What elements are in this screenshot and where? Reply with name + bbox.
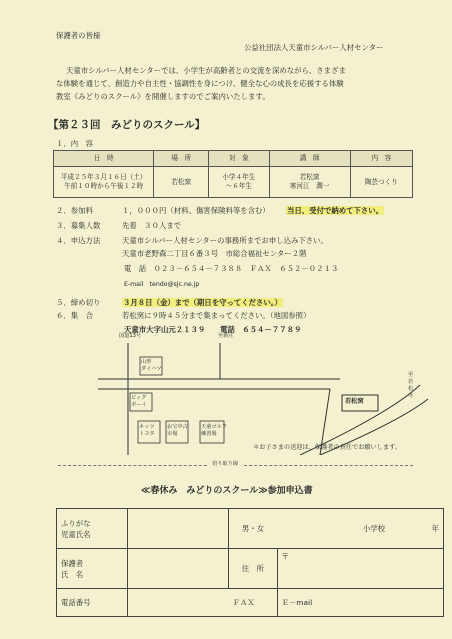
- map-side-label: 至若松寺: [408, 372, 414, 399]
- form-row-guardian: [57, 549, 444, 589]
- event-teacher-1: 若松窯: [299, 173, 320, 181]
- address-field[interactable]: 〒: [277, 549, 444, 589]
- schedule-header-row: [54, 151, 413, 167]
- event-title: 【第２３回 みどりのスクール】: [48, 119, 206, 131]
- intro-line-2: な体験を通じて、創造力や自主性・協調性を身につけ、健全な心の成長を応援する体験: [56, 79, 344, 88]
- fee-value: １，０００円（材料、傷害保険料等を含む）: [122, 206, 270, 215]
- schedule-table: [53, 150, 413, 198]
- meeting-label: ６．集 合: [56, 311, 93, 320]
- fee-note-text: 当日、受付で納めて下さい。: [287, 206, 384, 215]
- event-date: 平成２５年３月１６日（土）: [60, 173, 147, 181]
- application-form: [56, 508, 444, 617]
- event-target-1: 小学４年生: [222, 173, 256, 181]
- pickup-note: ＊お子さまの送迎は、保護者の責任でお願いします。: [253, 444, 402, 451]
- section-1-label: １．内 容: [56, 139, 93, 148]
- apply-phone: 電 話 ０２３－６５４－７３８８ ＦＡＸ ６５２－０２１３: [124, 264, 339, 273]
- school-field[interactable]: 小学校: [277, 509, 395, 549]
- fee-label: ２．参加料: [56, 206, 93, 215]
- form-row-child: [57, 509, 444, 549]
- child-name-label: ふりがな 児童氏名: [57, 509, 128, 549]
- child-name-field[interactable]: [128, 509, 229, 549]
- grade-field[interactable]: 年: [395, 509, 444, 549]
- event-target-2: ～６年生: [225, 182, 252, 190]
- form-row-contact: [57, 589, 444, 617]
- col-place: 場 所: [154, 151, 209, 167]
- gender-field[interactable]: 男・女: [229, 509, 278, 549]
- meeting-address: 天童市大字山元２１３９ 電話 ６５４－７７８９: [124, 325, 302, 334]
- organization: 公益社団法人天童市シルバー人材センター: [244, 43, 384, 52]
- fax-field[interactable]: ＦＡＸ: [229, 589, 278, 617]
- col-datetime: 日 時: [54, 151, 154, 167]
- capacity-value: 先着 ３０人まで: [122, 221, 182, 230]
- deadline-value: [122, 298, 283, 308]
- apply-email: E-mail tendo@sjc.ne.jp: [124, 281, 200, 288]
- apply-line-1: 天童市シルバー人材センターの事務所までお申し込み下さい。: [122, 236, 328, 245]
- map-store-5: 天童ゴルフ 練習場: [201, 424, 227, 437]
- map-store-3: ネッツ トヨタ: [139, 424, 155, 437]
- phone-field[interactable]: [128, 589, 229, 617]
- intro-line-1: 天童市シルバー人材センターでは、小学生が高齢者との交流を深めながら、さまざま: [66, 66, 346, 75]
- map-store-1: 山形 ダイハツ: [141, 359, 162, 372]
- meeting-value: 若松窯に９時４５分まで集まってください。（地図参照）: [122, 311, 311, 320]
- deadline-text: ３月８日（金）まで（期日を守ってください。）: [123, 298, 282, 307]
- map-intersection-label: 至新庄: [218, 333, 234, 339]
- guardian-name-label: 保護者 氏 名: [57, 549, 128, 589]
- map-road-label: 国道13号: [119, 333, 142, 339]
- col-target: 対 象: [209, 151, 269, 167]
- map-store-4: お宝中古 市場: [167, 424, 188, 437]
- event-place: 若松窯: [154, 167, 209, 198]
- guardian-name-field[interactable]: [128, 549, 229, 589]
- schedule-row: [54, 167, 413, 198]
- greeting: 保護者の皆様: [56, 31, 101, 40]
- apply-label: ４．申込方法: [56, 236, 101, 245]
- event-time: 午前１０時から午後１２時: [64, 182, 144, 190]
- map-store-2: ビッグ ボーイ: [131, 395, 147, 408]
- capacity-label: ３．募集人数: [56, 221, 101, 230]
- event-content: 陶芸つくり: [350, 167, 412, 198]
- col-teacher: 講 師: [269, 151, 350, 167]
- email-field[interactable]: Ｅ－mail: [277, 589, 444, 617]
- form-title: ≪春休み みどりのスクール≫参加申込書: [141, 486, 313, 496]
- intro-line-3: 教室《みどりのスクール》を開催しますのでご案内いたします。: [56, 92, 270, 101]
- cut-line-label: 切り取り線: [208, 461, 242, 468]
- phone-label: 電話番号: [57, 589, 128, 617]
- map-destination: 若松窯: [345, 398, 364, 405]
- address-label: 住 所: [229, 549, 278, 589]
- deadline-label: ５．締め切り: [56, 298, 101, 307]
- apply-address: 天童市老野森二丁目６番３号 市総合福祉センター２階: [122, 249, 307, 258]
- event-teacher-2: 寒河江 潤一: [289, 182, 330, 190]
- col-content: 内 容: [350, 151, 412, 167]
- fee-note: [286, 206, 384, 216]
